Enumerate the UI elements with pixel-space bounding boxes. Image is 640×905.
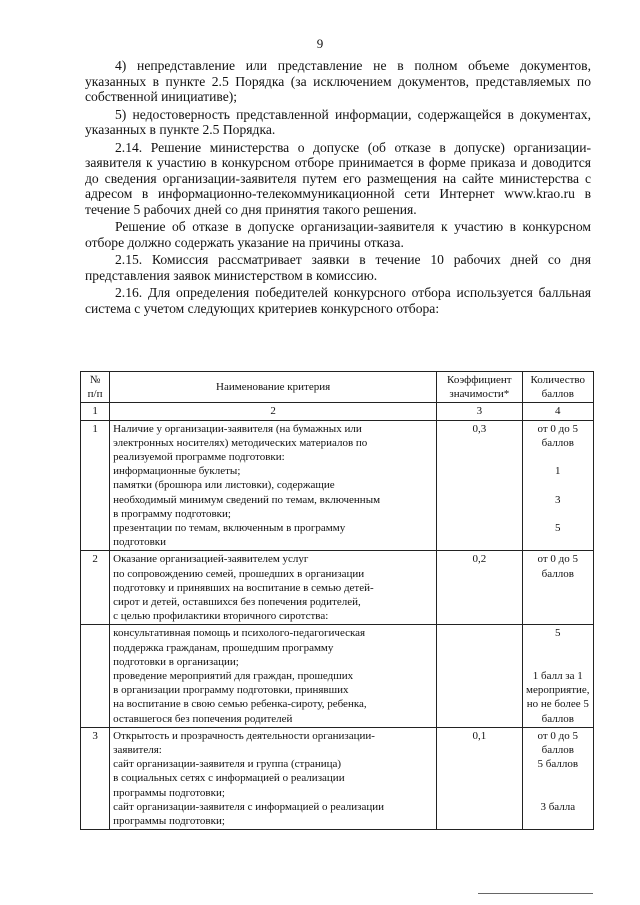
criterion-line: в социальных сетях с информацией о реализации xyxy=(113,772,345,785)
paragraph-2-15: 2.15. Комиссия рассматривает заявки в течение 10 рабочих дней со дня представления заявок министерством в комиссию. xyxy=(85,252,591,283)
criterion-line: Наличие у организации-заявителя (на бумажных или xyxy=(113,422,362,435)
criterion-line: Оказание организацией-заявителем услуг xyxy=(113,553,309,566)
points-line xyxy=(526,450,590,464)
column-number: 3 xyxy=(437,403,523,420)
points-line: баллов xyxy=(541,567,574,580)
paragraph-2-14: 2.14. Решение министерства о допуске (об отказе в допуске) организации-заявителя к участию в конкурсном отборе принимается в форме приказа и доводится до сведения организации-заявителя путем его размещения на сайте министерства с адресом в информационно-телекоммуникационной сети Интернет www.krao.ru в течение 5 рабочих дней со дня принятия такого решения. xyxy=(85,139,591,217)
criterion-line: консультативная помощь и психолого-педагогическая xyxy=(113,627,366,640)
points-line: 3 xyxy=(555,493,561,506)
bottom-mark-line xyxy=(478,893,593,894)
header-points: Количество баллов xyxy=(522,372,593,403)
criterion-line: программы подготовки; xyxy=(113,815,225,828)
row-coefficient: 0,1 xyxy=(437,727,523,829)
points-line xyxy=(526,507,590,521)
points-line: баллов xyxy=(541,744,574,757)
criterion-line: сайт организации-заявителя и группа (страница) xyxy=(113,758,342,771)
criterion-line: в программу подготовки; xyxy=(113,507,231,520)
table-column-numbers-row xyxy=(81,403,594,420)
criterion-line: подготовки xyxy=(113,536,167,549)
points-line: 5 баллов xyxy=(537,758,579,771)
points-line: но не более 5 xyxy=(526,698,589,711)
criterion-line: информационные буклеты; xyxy=(113,465,241,478)
criterion-line: по сопровождению семей, прошедших в организации xyxy=(113,567,365,580)
row-criterion xyxy=(110,420,437,551)
points-line: баллов xyxy=(541,436,574,449)
table-row xyxy=(81,420,594,551)
document-body xyxy=(85,58,591,318)
row-number xyxy=(81,625,110,727)
criterion-line: памятки (брошюра или листовки), содержащие xyxy=(113,479,335,492)
table-row xyxy=(81,625,594,727)
row-points xyxy=(522,625,593,727)
paragraph-refusal: Решение об отказе в допуске организации-заявителя к участию в конкурсном отборе должно содержать указание на причины отказа. xyxy=(85,219,591,250)
points-line xyxy=(526,655,590,669)
header-number: № п/п xyxy=(81,372,110,403)
criterion-line: презентации по темам, включенным в программу xyxy=(113,522,346,535)
points-line: от 0 до 5 xyxy=(537,729,579,742)
points-line: баллов xyxy=(541,712,574,725)
column-number: 1 xyxy=(81,403,110,420)
points-line: мероприятие, xyxy=(526,684,590,697)
criterion-line: программы подготовки; xyxy=(113,786,225,799)
points-line: 5 xyxy=(555,627,561,640)
row-points xyxy=(522,727,593,829)
points-line xyxy=(526,535,590,549)
criterion-line: электронных носителях) методических материалов по xyxy=(113,436,368,449)
points-line: 1 балл за 1 xyxy=(532,670,583,683)
points-line: от 0 до 5 xyxy=(537,553,579,566)
header-coefficient: Коэффициент значимости* xyxy=(437,372,523,403)
points-line xyxy=(526,478,590,492)
criterion-line: подготовки в организации; xyxy=(113,655,239,668)
row-criterion xyxy=(110,727,437,829)
row-points xyxy=(522,551,593,625)
points-line: 3 балла xyxy=(540,800,576,813)
page-number: 9 xyxy=(316,36,324,51)
criterion-line: поддержка гражданам, прошедшим программу xyxy=(113,641,334,654)
criterion-line: проведение мероприятий для граждан, прошедших xyxy=(113,670,354,683)
row-number: 2 xyxy=(81,551,110,625)
criterion-line: подготовку и принявших на воспитание в семью детей- xyxy=(113,581,374,594)
criterion-line: необходимый минимум сведений по темам, включенным xyxy=(113,493,381,506)
points-line xyxy=(526,641,590,655)
row-number: 3 xyxy=(81,727,110,829)
row-coefficient: 0,2 xyxy=(437,551,523,625)
criterion-line: сирот и детей, оставшихся без попечения родителей, xyxy=(113,596,361,609)
row-criterion xyxy=(110,551,437,625)
row-coefficient: 0,3 xyxy=(437,420,523,551)
header-criterion: Наименование критерия xyxy=(110,372,437,403)
paragraph-item-4: 4) непредставление или представление не в полном объеме документов, указанных в пункте 2.5 Порядка (за исключением документов, представляемых по собственной инициативе); xyxy=(85,58,591,104)
table-row xyxy=(81,551,594,625)
row-points xyxy=(522,420,593,551)
criterion-line: оставшегося без попечения родителей xyxy=(113,712,293,725)
column-number: 4 xyxy=(522,403,593,420)
points-line xyxy=(526,814,590,828)
criteria-table xyxy=(80,371,594,830)
points-line xyxy=(526,786,590,800)
criterion-line: заявителя: xyxy=(113,744,162,757)
points-line: 5 xyxy=(555,522,561,535)
paragraph-item-5: 5) недостоверность представленной информации, содержащейся в документах, указанных в пункте 2.5 Порядка. xyxy=(85,106,591,137)
points-line: от 0 до 5 xyxy=(537,422,579,435)
criterion-line: Открытость и прозрачность деятельности организации- xyxy=(113,729,375,742)
row-coefficient xyxy=(437,625,523,727)
criterion-line: на воспитание в свою семью ребенка-сироту, ребенка, xyxy=(113,698,367,711)
column-number: 2 xyxy=(110,403,437,420)
row-criterion xyxy=(110,625,437,727)
paragraph-2-16: 2.16. Для определения победителей конкурсного отбора используется балльная система с учетом следующих критериев конкурсного отбора: xyxy=(85,285,591,316)
criterion-line: сайт организации-заявителя с информацией о реализации xyxy=(113,800,385,813)
criterion-line: с целью профилактики вторичного сиротства: xyxy=(113,610,329,623)
criterion-line: в организации программу подготовки, принявших xyxy=(113,684,349,697)
row-number: 1 xyxy=(81,420,110,551)
table-header-row xyxy=(81,372,594,403)
points-line: 1 xyxy=(555,465,561,478)
table-row xyxy=(81,727,594,829)
table-body xyxy=(81,420,594,830)
criterion-line: реализуемой программе подготовки: xyxy=(113,451,285,464)
points-line xyxy=(526,771,590,785)
